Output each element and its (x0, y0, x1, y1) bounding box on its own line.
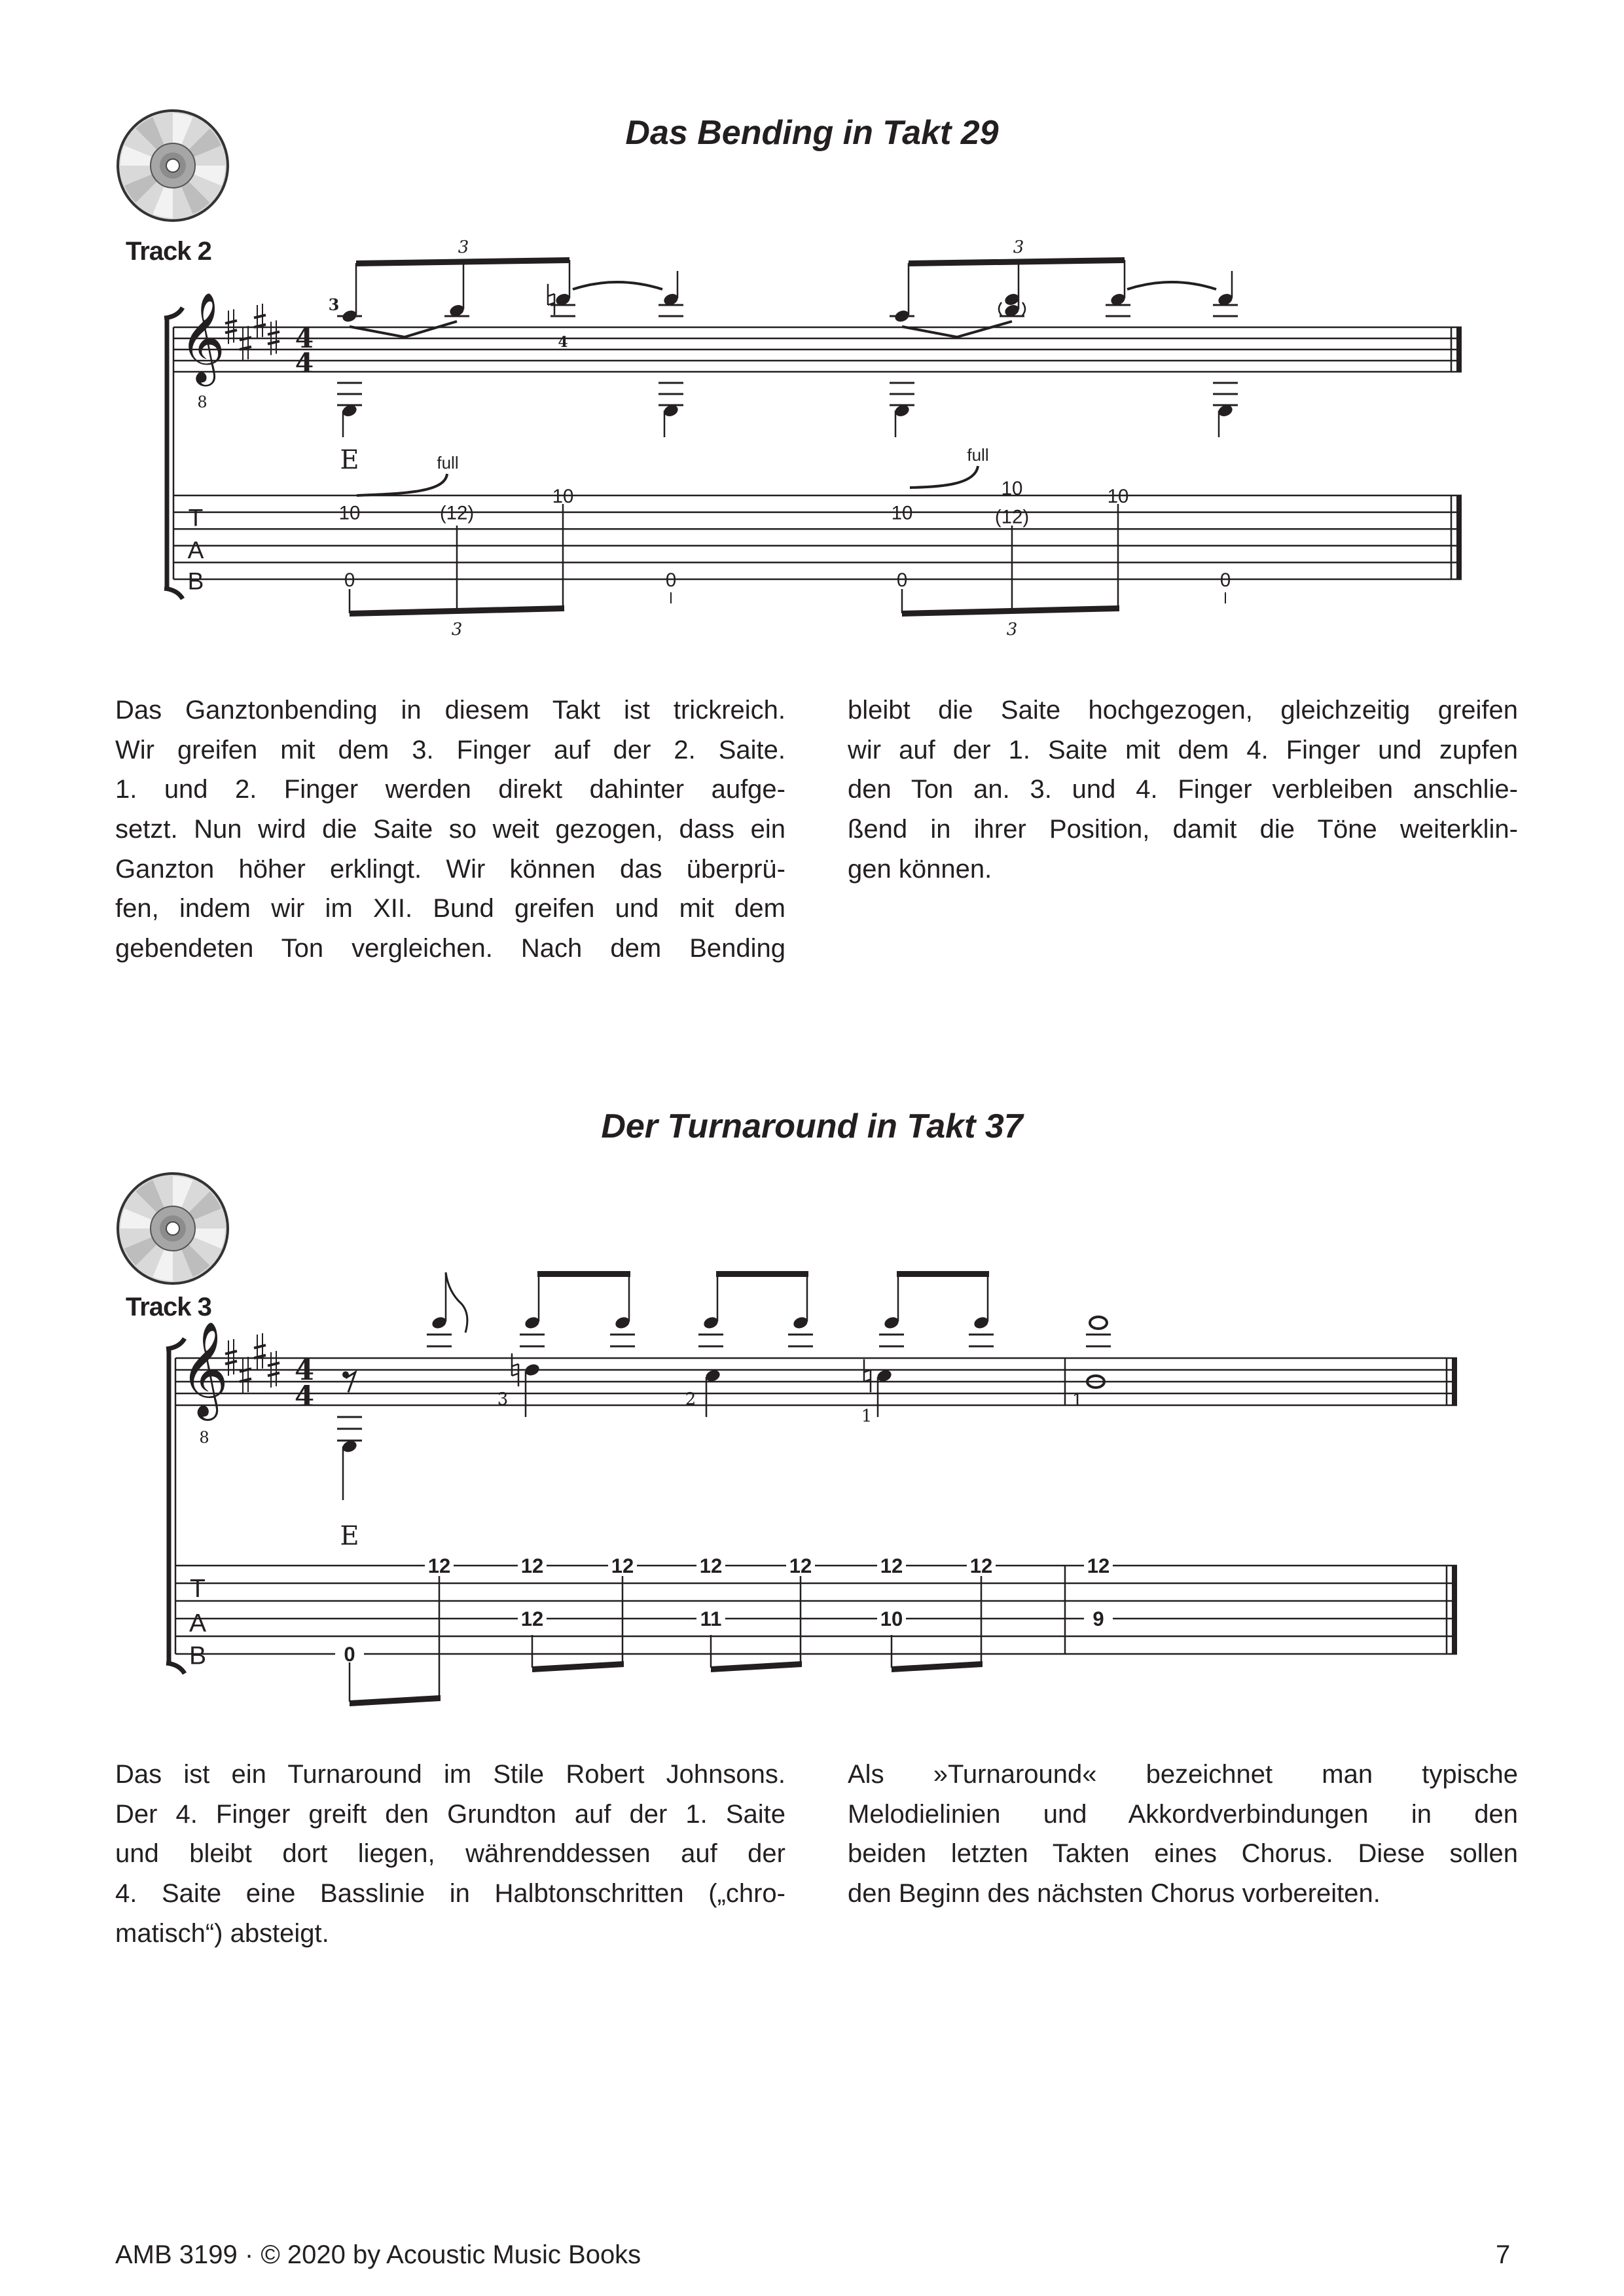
section-title-bending: Das Bending in Takt 29 (625, 114, 999, 152)
tab-fret-number: 10 (552, 486, 574, 507)
tab-clef-letter: T (190, 1575, 206, 1604)
tab-fret-number: 12 (520, 1607, 544, 1630)
triplet-number: 3 (1013, 238, 1024, 257)
tab-fret-number: 0 (896, 569, 908, 591)
paragraph-line: matisch“) absteigt. (115, 1918, 329, 1948)
time-signature-bottom: 4 (294, 1380, 315, 1413)
natural-icon (864, 1359, 871, 1392)
beam (897, 1271, 989, 1277)
paragraph-line: Das Ganztonbending in diesem Takt ist trickreich. (115, 696, 785, 725)
sharp-icon (254, 315, 266, 327)
bend-label: full (967, 445, 989, 465)
whole-notehead (1090, 1317, 1107, 1329)
paragraph-bending-right (848, 691, 1518, 889)
paragraph-bending-left (115, 691, 785, 969)
fingering-number: 4 (558, 334, 568, 351)
tab-fret-number: (12) (994, 506, 1030, 528)
chord-label: E (340, 445, 359, 475)
chord-label: E (340, 1521, 359, 1551)
clef-octave-mark: 8 (197, 393, 208, 412)
paragraph-line: gen können. (848, 854, 992, 884)
tab-beam (892, 1661, 983, 1672)
bend-gliss-line (902, 321, 1012, 337)
triplet-number: 3 (1006, 620, 1018, 639)
fingering-number: 1 (1072, 1391, 1083, 1410)
beam (537, 1271, 630, 1277)
tie (573, 282, 662, 289)
paragraph-line: gebendeten Ton vergleichen. Nach dem Bending (115, 934, 785, 963)
tab-clef-letter: A (187, 536, 204, 564)
tab-fret-number: 12 (969, 1554, 993, 1577)
natural-icon (548, 284, 554, 315)
tab-clef-letter: T (188, 503, 204, 531)
tab-fret-number: 10 (1107, 486, 1129, 507)
cd-icon-track-3 (118, 1174, 228, 1283)
cd-hole (166, 159, 179, 172)
sharp-icon (243, 326, 248, 361)
triplet-beam (909, 257, 1125, 266)
tab-fret-number: (12) (439, 502, 475, 524)
tab-fret-number: 10 (891, 502, 913, 524)
paragraph-line: Wir greifen mit dem 3. Finger auf der 2. Saite. (115, 735, 785, 764)
tab-beam (350, 1695, 441, 1706)
paragraph-line: ßend in ihrer Position, damit die Töne weiterklin- (848, 815, 1518, 844)
beam (716, 1271, 808, 1277)
tab-fret-number: 12 (611, 1554, 634, 1577)
tab-beam (902, 605, 1119, 617)
tab-fret-number: 11 (700, 1607, 722, 1630)
tab-clef-letter: B (187, 567, 204, 595)
eighth-flag (446, 1272, 467, 1333)
tab-fret-number: 12 (1087, 1554, 1110, 1577)
paragraph-line: und bleibt dort liegen, währenddessen auf der (115, 1839, 785, 1869)
paragraph-line: Der 4. Finger greift den Grundton auf der 1. Saite (115, 1799, 785, 1829)
section-title-turnaround: Der Turnaround in Takt 37 (601, 1107, 1023, 1145)
treble-clef-icon: 𝄞 (179, 1320, 229, 1417)
tab-fret-number: 10 (1001, 478, 1023, 499)
paragraph-line: 1. und 2. Finger werden direkt dahinter aufge- (115, 775, 785, 804)
page-number: 7 (1496, 2240, 1511, 2269)
parenthesis-left (999, 302, 1001, 315)
triplet-number: 3 (458, 238, 469, 257)
paragraph-line: bleibt die Saite hochgezogen, gleichzeitig greifen (848, 696, 1518, 725)
fingering-number: 3 (328, 295, 340, 314)
time-signature-top: 4 (294, 1354, 315, 1387)
paragraph-line: fen, indem wir im XII. Bund greifen und mit dem (115, 894, 785, 924)
paragraph-turnaround-right (848, 1755, 1518, 1914)
bend-label: full (437, 453, 459, 473)
tab-fret-number: 12 (520, 1554, 544, 1577)
fingering-number: 1 (861, 1407, 873, 1426)
tab-fret-number: 12 (880, 1554, 903, 1577)
sharp-icon (257, 304, 262, 338)
tab-fret-number: 12 (789, 1554, 812, 1577)
tab-fret-number: 10 (338, 502, 361, 524)
tab-fret-number: 0 (344, 1643, 355, 1666)
paragraph-line: Melodielinien und Akkordverbindungen in den (848, 1799, 1518, 1829)
fingering-number: 3 (497, 1390, 509, 1409)
tab-fret-number: 0 (1219, 569, 1231, 591)
time-signature-bottom: 4 (295, 348, 314, 379)
tab-fret-number: 0 (344, 569, 355, 591)
footer-copyright: AMB 3199 · © 2020 by Acoustic Music Books (115, 2240, 641, 2269)
bend-arrow (910, 466, 978, 488)
tab-fret-number: 12 (427, 1554, 451, 1577)
clef-octave-mark: 8 (199, 1428, 209, 1447)
paragraph-line: 4. Saite eine Basslinie in Halbtonschritten („chro- (115, 1879, 785, 1909)
paragraph-line: wir auf der 1. Saite mit dem 4. Finger und zupfen (848, 735, 1518, 764)
track-label-2: Track 2 (126, 237, 211, 266)
paragraph-line: Das ist ein Turnaround im Stile Robert Johnsons. (115, 1760, 785, 1789)
tab-fret-number: 12 (699, 1554, 723, 1577)
tab-beam (532, 1661, 624, 1672)
triplet-number: 3 (451, 620, 463, 639)
parenthesis-right (1022, 302, 1025, 315)
sharp-icon (254, 1345, 266, 1358)
cd-hole (166, 1222, 179, 1235)
time-signature-top: 4 (295, 323, 314, 354)
tab-fret-number: 9 (1092, 1607, 1104, 1630)
paragraph-line: den Beginn des nächsten Chorus vorbereiten. (848, 1879, 1380, 1909)
paragraph-turnaround-left (115, 1755, 785, 1953)
fingering-number: 2 (685, 1390, 696, 1409)
bend-arrow (357, 474, 447, 495)
tab-clef-letter: B (189, 1641, 207, 1670)
paragraph-line: beiden letzten Takten eines Chorus. Diese sollen (848, 1839, 1518, 1869)
paragraph-line: Als »Turnaround« bezeichnet man typische (848, 1760, 1518, 1789)
tab-fret-number: 10 (880, 1607, 903, 1630)
treble-clef-icon: 𝄞 (179, 293, 226, 384)
tab-fret-number: 0 (665, 569, 677, 591)
track-label-3: Track 3 (126, 1293, 211, 1321)
sharp-icon (257, 1333, 262, 1370)
paragraph-line: den Ton an. 3. und 4. Finger verbleiben anschlie- (848, 775, 1518, 804)
paragraph-line: setzt. Nun wird die Saite so weit gezogen, dass ein (115, 815, 785, 844)
tab-clef-letter: A (189, 1609, 207, 1638)
paragraph-line: Ganzton höher erklingt. Wir können das überprü- (115, 854, 785, 884)
sharp-icon (243, 1357, 248, 1393)
tie (1127, 282, 1216, 289)
bend-gliss-line (350, 321, 457, 337)
tab-beam (711, 1661, 802, 1672)
